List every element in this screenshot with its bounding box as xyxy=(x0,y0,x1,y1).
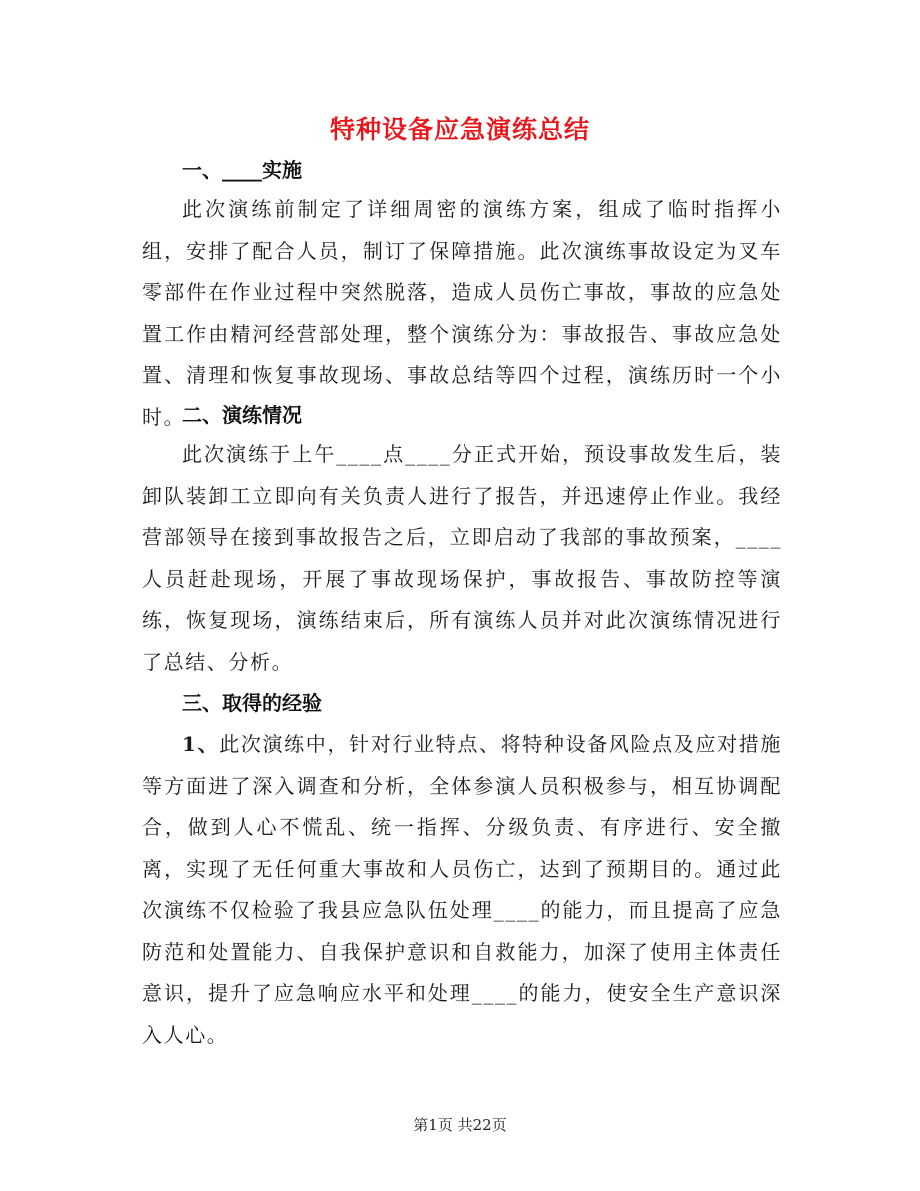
section-paragraph-experience xyxy=(142,724,782,1056)
section-paragraph-drill-status: 此次演练于上午____点____分正式开始，预设事故发生后，装卸队装卸工立即向有关负责人进行了报告，并迅速停止作业。我经营部领导在接到事故报告之后，立即启动了我部的事故预案，____人员赶赴现场，开展了事故现场保护，事故报告、事故防控等演练，恢复现场，演练结束后，所有演练人员并对此次演练情况进行了总结、分析。 xyxy=(142,442,782,674)
page-footer: 第1页 共22页 xyxy=(413,1116,507,1134)
section-heading-implementation: 一、____实施 xyxy=(182,158,302,182)
section-heading-drill-status: 二、演练情况 xyxy=(182,403,302,427)
document-title: 特种设备应急演练总结 xyxy=(329,115,590,144)
paragraph-number: 1、 xyxy=(182,732,220,756)
section-heading-experience: 三、取得的经验 xyxy=(182,691,322,715)
paragraph-body: 此次演练中，针对行业特点、将特种设备风险点及应对措施等方面进了深入调查和分析，全体参演人员积极参与，相互协调配合，做到人心不慌乱、统一指挥、分级负责、有序进行、安全撤离，实现了无任何重大事故和人员伤亡，达到了预期目的。通过此次演练不仅检验了我县应急队伍处理____的能力，而且提高了应急防范和处置能力、自我保护意识和自救能力，加深了使用主体责任意识，提升了应急响应水平和处理____的能力，使安全生产意识深入人心。 xyxy=(142,732,782,1047)
section-paragraph-implementation: 此次演练前制定了详细周密的演练方案，组成了临时指挥小组，安排了配合人员，制订了保障措施。此次演练事故设定为叉车零部件在作业过程中突然脱落，造成人员伤亡事故，事故的应急处置工作由精河经营部处理，整个演练分为：事故报告、事故应急处置、清理和恢复事故现场、事故总结等四个过程，演练历时一个小时。 xyxy=(142,197,782,429)
